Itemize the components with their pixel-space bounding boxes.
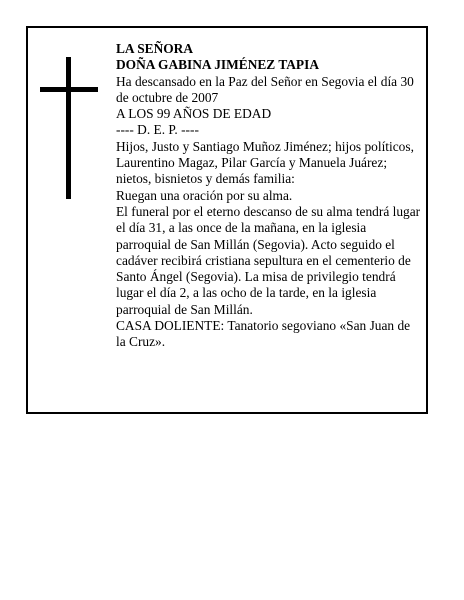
- family-line: Hijos, Justo y Santiago Muñoz Jiménez; hijos políticos, Laurentino Magaz, Pilar García y Manuela Juárez; nietos, bisnietos y demás familia:: [116, 138, 414, 187]
- prayer-line: Ruegan una oración por su alma.: [116, 187, 293, 203]
- notice-title: LA SEÑORA: [116, 41, 194, 56]
- obituary-notice: [26, 26, 428, 414]
- cross-icon: [40, 57, 98, 199]
- funeral-details: El funeral por el eterno descanso de su alma tendrá lugar el día 31, a las once de la mañana, en la iglesia parroquial de San Millán (Segovia). Acto seguido el cadáver recibirá cristiana sepultura en el cementerio de Santo Ángel (Segovia). La misa de privilegio tendrá lugar el día 2, a las ocho de la tarde, en la iglesia parroquial de San Millán.: [116, 203, 421, 317]
- age-line: A LOS 99 AÑOS DE EDAD: [116, 106, 272, 122]
- notice-text: [116, 41, 422, 351]
- deceased-name: DOÑA GABINA JIMÉNEZ TAPIA: [116, 57, 319, 73]
- cross-horizontal-bar: [40, 87, 98, 92]
- death-announcement: Ha descansado en la Paz del Señor en Segovia el día 30 de octubre de 2007: [116, 73, 414, 105]
- rip-line: ---- D. E. P. ----: [116, 122, 199, 138]
- cross-vertical-bar: [66, 57, 71, 199]
- mourning-house: CASA DOLIENTE: Tanatorio segoviano «San Juan de la Cruz».: [116, 318, 411, 350]
